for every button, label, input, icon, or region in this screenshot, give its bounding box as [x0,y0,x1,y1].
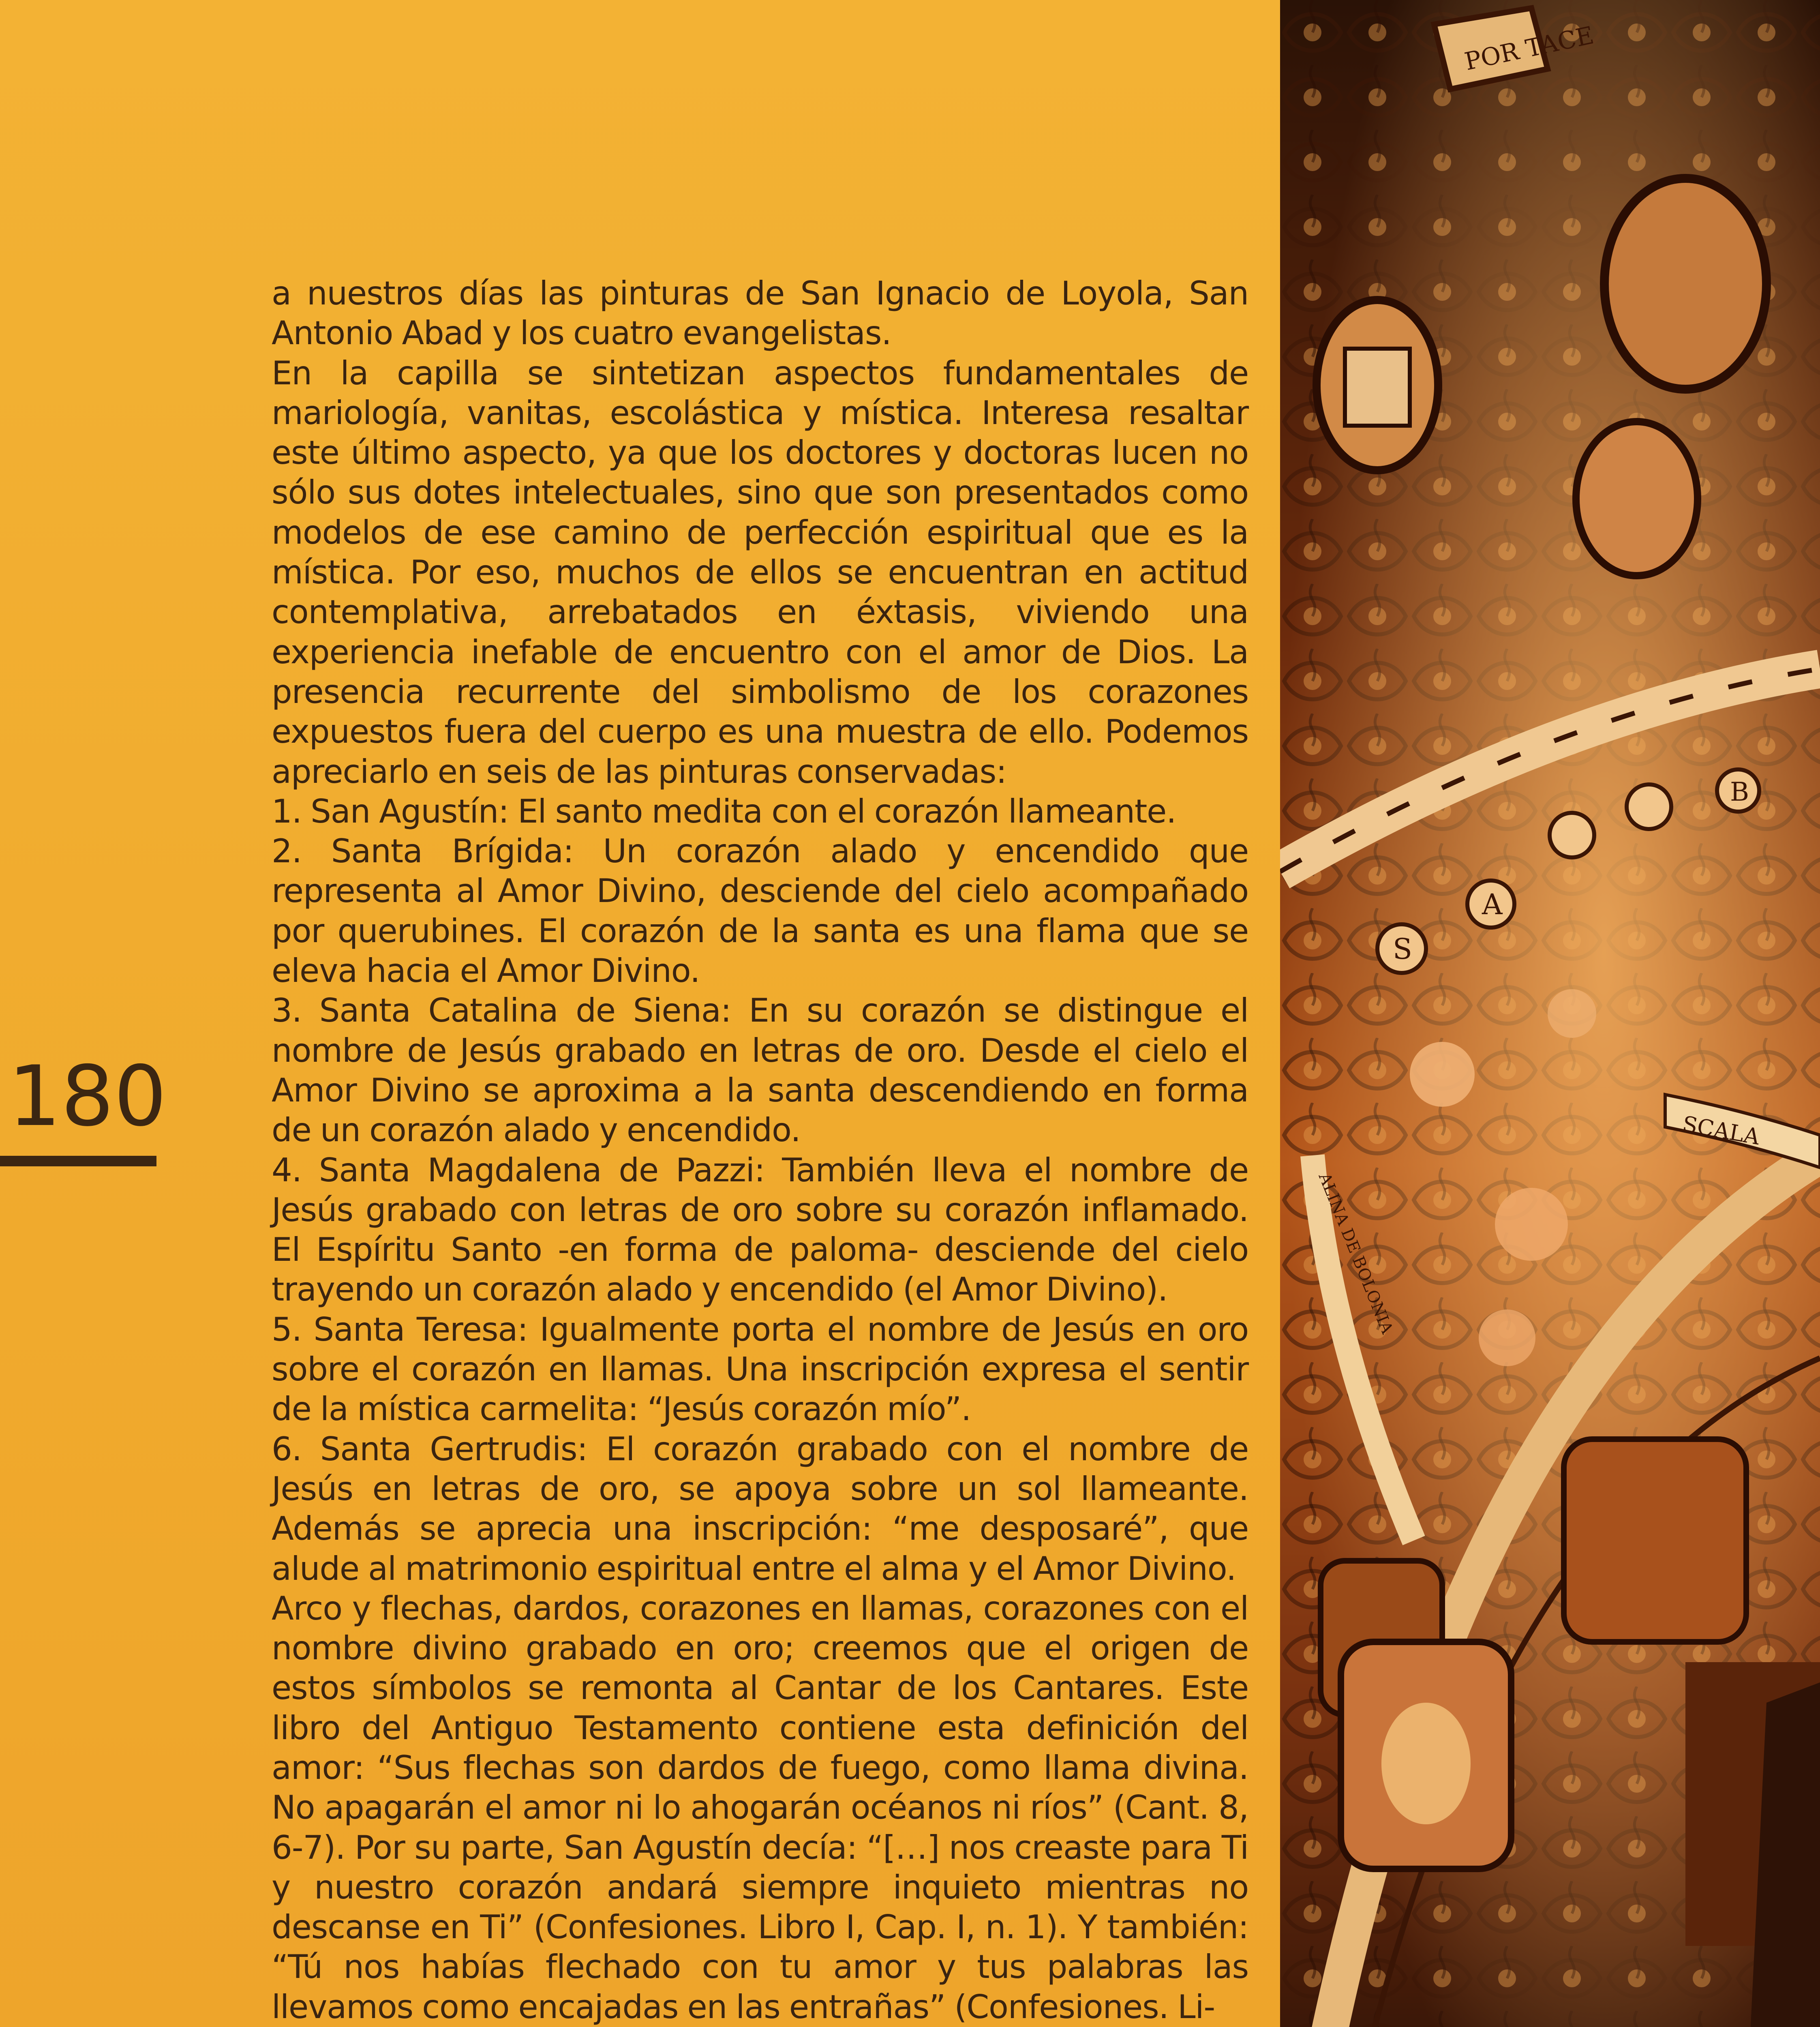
chapel-ceiling-photo [1280,0,1820,2027]
article-body [272,274,1248,2027]
svg-text:B: B [1730,777,1749,807]
paragraph-chapel: En la capilla se sintetizan aspectos fundamentales de mariología, vanitas, escolástica y mística. Interesa resaltar este último aspecto, ya que los doctores y doctoras lucen no sólo sus dotes intelectuales, sino que son presentados como modelos de ese camino de perfección espiritual que es la mística. Por eso, muchos de ellos se encuentran en actitud contemplativa, arrebatados en éxtasis, viviendo una experiencia inefable de encuentro con el amor de Dios. La presencia recurrente del simbolismo de los corazones expuestos fuera del cuerpo es una muestra de ello. Podemos apreciarlo en seis de las pinturas conservadas: [272,354,1248,791]
svg-text:ALINA DE BOLONIA: ALINA DE BOLONIA [1315,1170,1397,1337]
page-number-rule [0,1156,156,1166]
list-item-santa-teresa: 5. Santa Teresa: Igualmente porta el nombre de Jesús en oro sobre el corazón en llamas. Una inscripción expresa el sentir de la mística carmelita: “Jesús corazón mío”. [272,1310,1248,1428]
list-item-san-agustin: 1. San Agustín: El santo medita con el corazón llameante. [272,792,1176,830]
svg-text:A: A [1482,888,1503,921]
list-item-santa-brigida: 2. Santa Brígida: Un corazón alado y encendido que representa al Amor Divino, desciende del cielo acompañado por querubines. El corazón de la santa es una flama que se eleva hacia el Amor Divino. [272,832,1248,990]
svg-text:S: S [1393,932,1412,966]
list-item-santa-magdalena: 4. Santa Magdalena de Pazzi: También lleva el nombre de Jesús grabado con letras de oro sobre su corazón inflamado. El Espíritu Santo -en forma de paloma- desciende del cielo trayendo un corazón alado y encendido (el Amor Divino). [272,1151,1248,1309]
list-item-santa-gertrudis: 6. Santa Gertrudis: El corazón grabado con el nombre de Jesús en letras de oro, se apoya sobre un sol llameante. Además se aprecia una inscripción: “me desposaré”, que alude al matrimonio espiritual entre el alma y el Amor Divino. [272,1430,1248,1588]
page-number: 180 [8,1048,167,1145]
paragraph-symbols: Arco y flechas, dardos, corazones en llamas, corazones con el nombre divino grabado en oro; creemos que el origen de estos símbolos se remonta al Cantar de los Cantares. Este libro del Antiguo Testamento contiene esta definición del amor: “Sus flechas son dardos de fuego, como llama divina. No apagarán el amor ni lo ahogarán océanos ni ríos” (Cant. 8, 6-7). Por su parte, San Agustín decía: “[…] nos creaste para Ti y nuestro corazón andará siempre inquieto mientras no descanse en Ti” (Confesiones. Libro I, Cap. I, n. 1). Y también: “Tú nos habías flechado con tu amor y tus palabras las llevamos como encajadas en las entrañas” (Confesiones. Li- [272,1589,1248,2026]
svg-text:POR TACE: POR TACE [1462,21,1597,76]
paragraph-intro: a nuestros días las pinturas de San Ignacio de Loyola, San Antonio Abad y los cuatro evangelistas. [272,274,1248,352]
svg-text:SCALA: SCALA [1680,1111,1762,1150]
list-item-santa-catalina: 3. Santa Catalina de Siena: En su corazón se distingue el nombre de Jesús grabado en letras de oro. Desde el cielo el Amor Divino se aproxima a la santa descendiendo en forma de un corazón alado y encendido. [272,992,1248,1149]
